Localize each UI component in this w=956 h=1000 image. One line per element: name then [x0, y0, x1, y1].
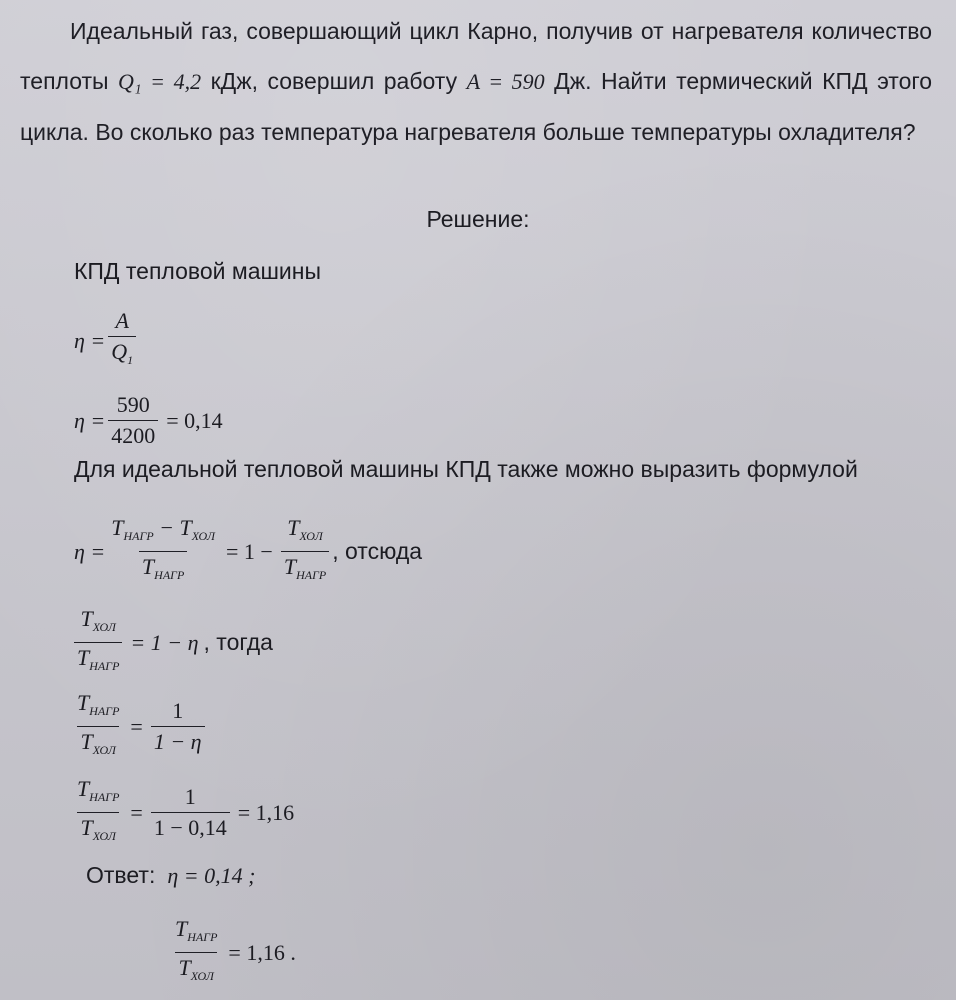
eq-carnot-efficiency [74, 515, 422, 588]
answer-ratio-value: = 1,16 . [228, 939, 296, 965]
problem-mid: кДж, совершил работу [210, 68, 458, 94]
eq1-den: $Q_1$ [108, 336, 136, 373]
answer-label: Ответ: [86, 862, 156, 888]
eq1-num: A [115, 308, 129, 333]
eq6-rhs-fraction: $\frac{1}{1 - 0,14}$ [151, 784, 230, 841]
solution-heading: Решение: [426, 206, 530, 232]
eq1-fraction [108, 308, 136, 373]
eq4-suffix: , тогда [203, 629, 273, 655]
eq5-rhs-fraction: $\frac{1}{1 - \eta}$ [151, 698, 205, 755]
answer-ratio-fraction: $\frac{T_{НАГР}}{T_{ХОЛ}}$ [172, 916, 220, 989]
eq5-lhs-fraction: $\frac{T_{НАГР}}{T_{ХОЛ}}$ [74, 690, 122, 763]
eq1-lhs: η = [74, 327, 106, 353]
eq2-num: 590 [116, 392, 150, 417]
answer-line [86, 862, 255, 889]
eq2-lhs: η = [74, 407, 106, 433]
eq3-mid: = 1 − [226, 538, 273, 564]
eq2-fraction [108, 392, 158, 449]
eq2-den: 4200 [108, 420, 158, 449]
step2-text: Для идеальной тепловой машины КПД также можно выразить формулой [74, 456, 858, 482]
eq-ratio-hot-cold: $\frac{T_{НАГР}}{T_{ХОЛ}}$ = $\frac{1}{1 - \eta}$ [74, 690, 208, 763]
eq3-suffix: , отсюда [332, 538, 423, 564]
problem-tail: Дж. Найти термический КПД этого цикла. Во сколько раз температура нагревателя больше температуры охладителя? [20, 68, 933, 145]
eq6-result: = 1,16 [237, 799, 295, 825]
eq-efficiency-definition [74, 308, 139, 373]
problem-statement [20, 6, 932, 157]
q1-value: Q₁ = 4,2 [118, 69, 202, 94]
eq4-fraction: $\frac{T_{ХОЛ}}{T_{НАГР}}$ [74, 606, 122, 679]
answer-ratio [172, 916, 301, 989]
eq3-lhs: η = [74, 538, 106, 564]
problem-lead: Идеальный газ, совершающий цикл Карно, получив от нагревателя количество теплоты [20, 18, 932, 94]
eq-efficiency-value [74, 392, 228, 449]
answer-eta: η = 0,14 ; [167, 862, 256, 888]
step1-text: КПД тепловой машины [74, 258, 322, 284]
eq2-rhs: = 0,14 [166, 407, 223, 433]
eq4-rhs: = 1 − η [130, 629, 199, 655]
eq3-fraction-1: $\frac{T_{НАГР} - T_{ХОЛ}}{T_{НАГР}}$ [108, 515, 218, 588]
work-value: A = 590 [466, 69, 545, 94]
eq3-fraction-2: $\frac{T_{ХОЛ}}{T_{НАГР}}$ [281, 515, 329, 588]
eq6-lhs-fraction: $\frac{T_{НАГР}}{T_{ХОЛ}}$ [74, 776, 122, 849]
eq-ratio-cold-hot [74, 606, 273, 679]
eq-ratio-value: $\frac{T_{НАГР}}{T_{ХОЛ}}$ = $\frac{1}{1 - 0,14}$ = 1,16 [74, 776, 299, 849]
